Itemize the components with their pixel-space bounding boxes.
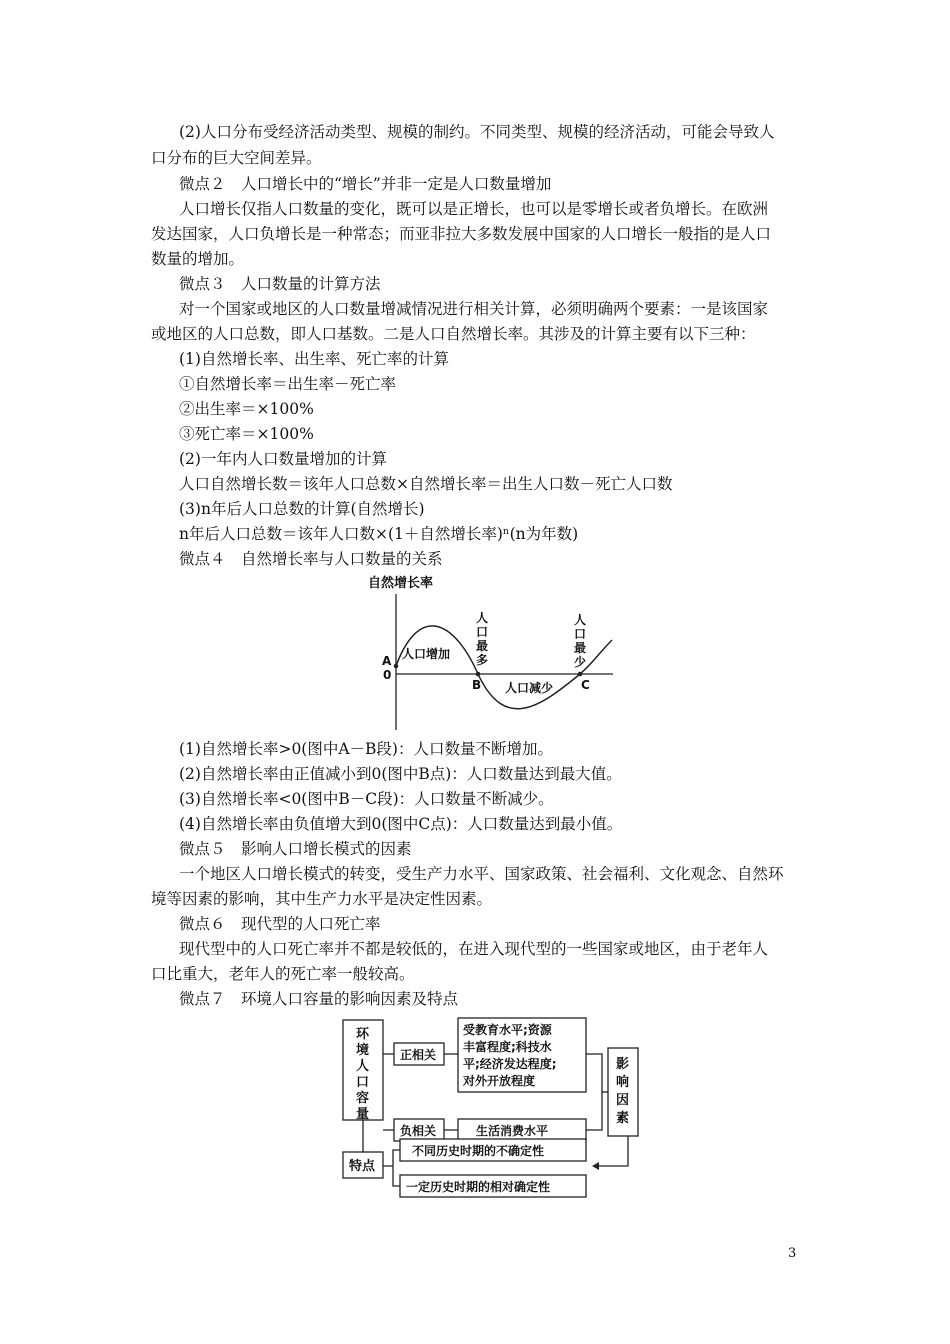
text-line: (2)人口分布受经济活动类型、规模的制约。不同类型、规模的经济活动，可能会导致人 [179,123,775,141]
axis-title: 自然增长率 [368,576,434,591]
influence-char: 影 [616,1057,630,1072]
capacity-diagram [340,1012,650,1204]
section-heading: 微点４ 自然增长率与人口数量的关系 [179,550,443,568]
title-char: 人 [356,1059,370,1074]
most-char: 最 [476,639,489,653]
text-line: 数量的增加。 [151,250,245,268]
text-line: (2)自然增长率由正值减小到0(图中B点)：人口数量达到最大值。 [179,765,622,783]
feature-1: 不同历史时期的不确定性 [412,1144,545,1158]
text-line: 境等因素的影响，其中生产力水平是决定性因素。 [151,890,493,908]
factor-line: 丰富程度;科技水 [463,1040,552,1054]
text-line: (3)n年后人口总数的计算(自然增长) [179,500,425,518]
section-heading: 微点２ 人口增长中的“增长”并非一定是人口数量增加 [179,175,552,193]
most-char: 人 [476,611,489,625]
title-char: 口 [356,1075,370,1090]
text-line: 现代型中的人口死亡率并不都是较低的，在进入现代型的一些国家或地区，由于老年人 [179,940,769,958]
text-line: (2)一年内人口数量增加的计算 [179,450,387,468]
factor-line: 平;经济发达程度; [463,1057,557,1071]
influence-char: 因 [616,1093,630,1108]
connector [383,1054,394,1130]
features-label: 特点 [349,1159,376,1174]
point-a [394,664,399,669]
least-char: 口 [574,627,587,641]
text-line: 一个地区人口增长模式的转变，受生产力水平、国家政策、社会福利、文化观念、自然环 [179,865,784,883]
negative-label: 负相关 [400,1124,437,1138]
feature-2: 一定历史时期的相对确定性 [406,1180,551,1194]
growth-rate-diagram [360,572,630,734]
title-char: 境 [356,1043,370,1058]
formula-line: ②出生率＝×100% [179,400,314,418]
text-line: 口分布的巨大空间差异。 [151,149,322,167]
most-char: 多 [476,653,489,667]
title-char: 容 [356,1091,370,1106]
section-heading: 微点５ 影响人口增长模式的因素 [179,840,412,858]
text-line: 对一个国家或地区的人口数量增减情况进行相关计算，必须明确两个要素：一是该国家 [179,300,769,318]
text-line: (4)自然增长率由负值增大到0(图中C点)：人口数量达到最小值。 [179,815,623,833]
text-line: 发达国家，人口负增长是一种常态；而亚非拉大多数发展中国家的人口增长一般指的是人口 [151,225,772,243]
section-heading: 微点７ 环境人口容量的影响因素及特点 [179,990,459,1008]
connector [444,1054,458,1130]
title-char: 量 [356,1107,370,1122]
text-line: 或地区的人口总数，即人口基数。二是人口自然增长率。其涉及的计算主要有以下三种： [151,325,756,343]
section-heading: 微点３ 人口数量的计算方法 [179,275,381,293]
factor-line: 对外开放程度 [463,1074,536,1088]
text-line: 人口增长仅指人口数量的变化，既可以是正增长，也可以是零增长或者负增长。在欧洲 [179,200,769,218]
influence-char: 响 [616,1075,630,1090]
section-heading: 微点６ 现代型的人口死亡率 [179,915,381,933]
influence-char: 素 [616,1111,630,1126]
connector [586,1054,602,1130]
most-char: 口 [476,625,489,639]
page-number: 3 [788,1246,797,1261]
label-a: A [382,654,392,668]
point-b [476,672,481,677]
least-char: 少 [574,655,587,669]
least-char: 最 [574,641,587,655]
label-c: C [581,678,590,692]
text-line: (1)自然增长率>0(图中A－B段)：人口数量不断增加。 [179,740,553,758]
formula-line: ③死亡率＝×100% [179,425,314,443]
title-char: 环 [356,1027,370,1042]
text-line: (1)自然增长率、出生率、死亡率的计算 [179,350,449,368]
connector [383,1150,400,1186]
least-char: 人 [574,613,587,627]
arrow-head [592,1162,599,1170]
positive-label: 正相关 [400,1048,437,1062]
label-b: B [472,678,482,692]
text-line: (3)自然增长率<0(图中B－C段)：人口数量不断减少。 [179,790,554,808]
text-line: 口比重大，老年人的死亡率一般较高。 [151,965,415,983]
factor-line: 受教育水平;资源 [463,1023,552,1037]
negative-factor: 生活消费水平 [476,1124,549,1138]
decrease-label: 人口减少 [505,681,554,695]
formula-line: 人口自然增长数＝该年人口总数×自然增长率＝出生人口数－死亡人口数 [179,475,673,493]
point-c [578,672,583,677]
increase-label: 人口增加 [402,647,451,661]
label-zero: 0 [383,668,392,682]
formula-line: n年后人口总数＝该年人口数×(1＋自然增长率)ⁿ(n为年数) [179,525,579,543]
connector [599,1136,628,1166]
formula-line: ①自然增长率＝出生率－死亡率 [179,375,397,393]
